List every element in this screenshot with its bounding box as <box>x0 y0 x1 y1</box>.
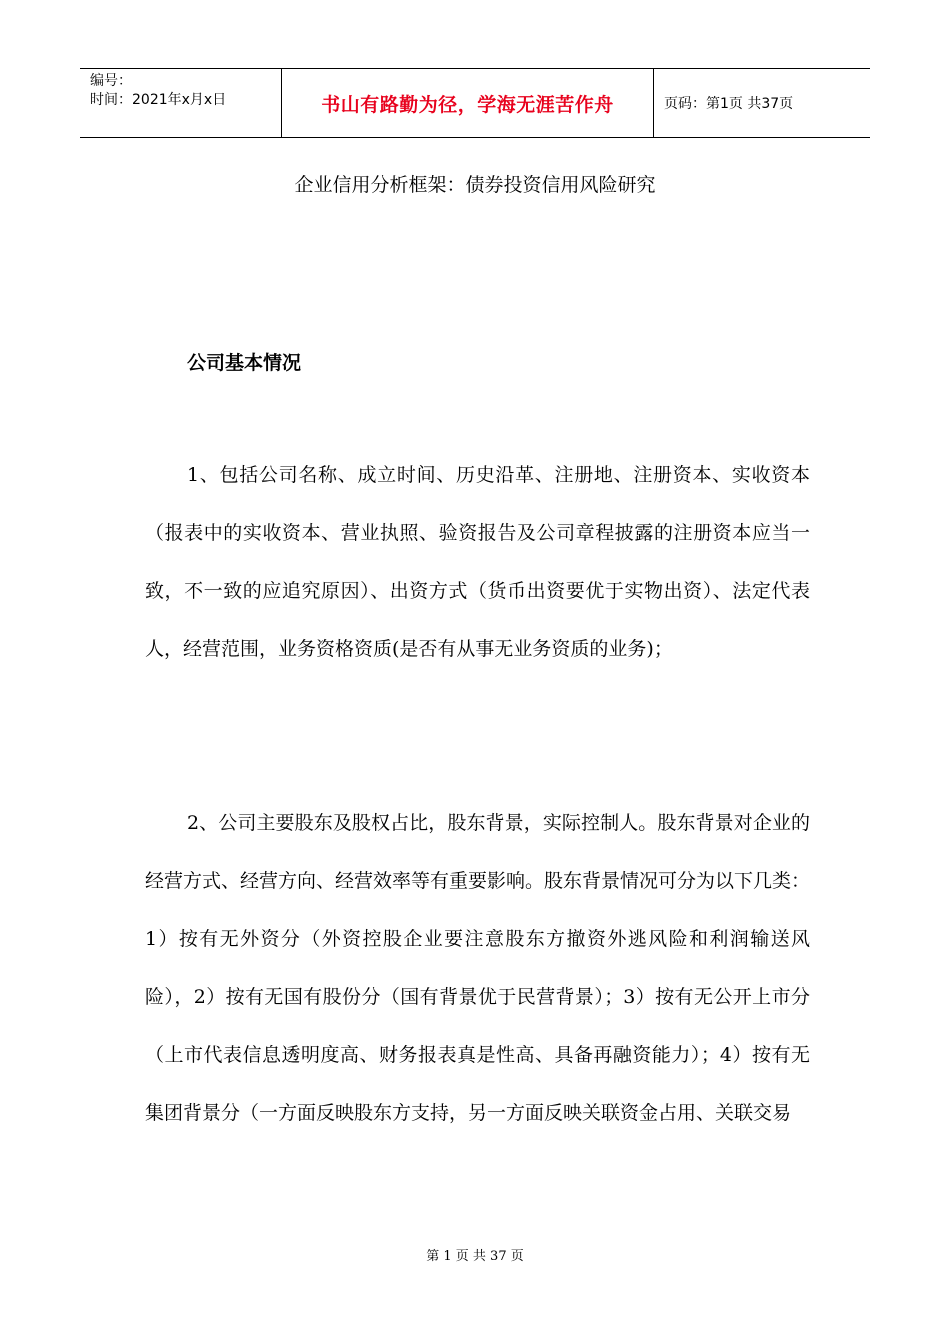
document-title: 企业信用分析框架：债券投资信用风险研究 <box>294 174 656 196</box>
header-motto-cell <box>282 69 654 137</box>
page-footer: 第 1 页 共 37 页 <box>426 1249 524 1264</box>
paragraph-2: 2、公司主要股东及股权占比，股东背景，实际控制人。股东背景对企业的经营方式、经营方向、经营效率等有重要影响。股东背景情况可分为以下几类：1）按有无外资分（外资控股企业要注意股东方撤资外逃风险和利润输送风险），2）按有无国有股份分（国有背景优于民营背景）；3）按有无公开上市分（上市代表信息透明度高、财务报表真是性高、具备再融资能力）；4）按有无集团背景分（一方面反映股东方支持，另一方面反映关联资金占用、关联交易 <box>145 812 811 1124</box>
header-table <box>80 68 870 138</box>
page-info: 页码：第1页 共37页 <box>664 96 794 112</box>
paragraph-1: 1、包括公司名称、成立时间、历史沿革、注册地、注册资本、实收资本（报表中的实收资本、营业执照、验资报告及公司章程披露的注册资本应当一致，不一致的应追究原因）、出资方式（货币出资要优于实物出资）、法定代表人，经营范围，业务资格资质(是否有从事无业务资质的业务)； <box>145 464 810 660</box>
date-label: 时间：2021年x月x日 <box>90 92 227 108</box>
header-meta-cell <box>80 69 282 137</box>
motto-text: 书山有路勤为径，学海无涯苦作舟 <box>321 93 614 116</box>
header-page-cell <box>654 69 870 137</box>
section-heading: 公司基本情况 <box>187 352 302 374</box>
serial-number-label: 编号： <box>90 73 132 89</box>
